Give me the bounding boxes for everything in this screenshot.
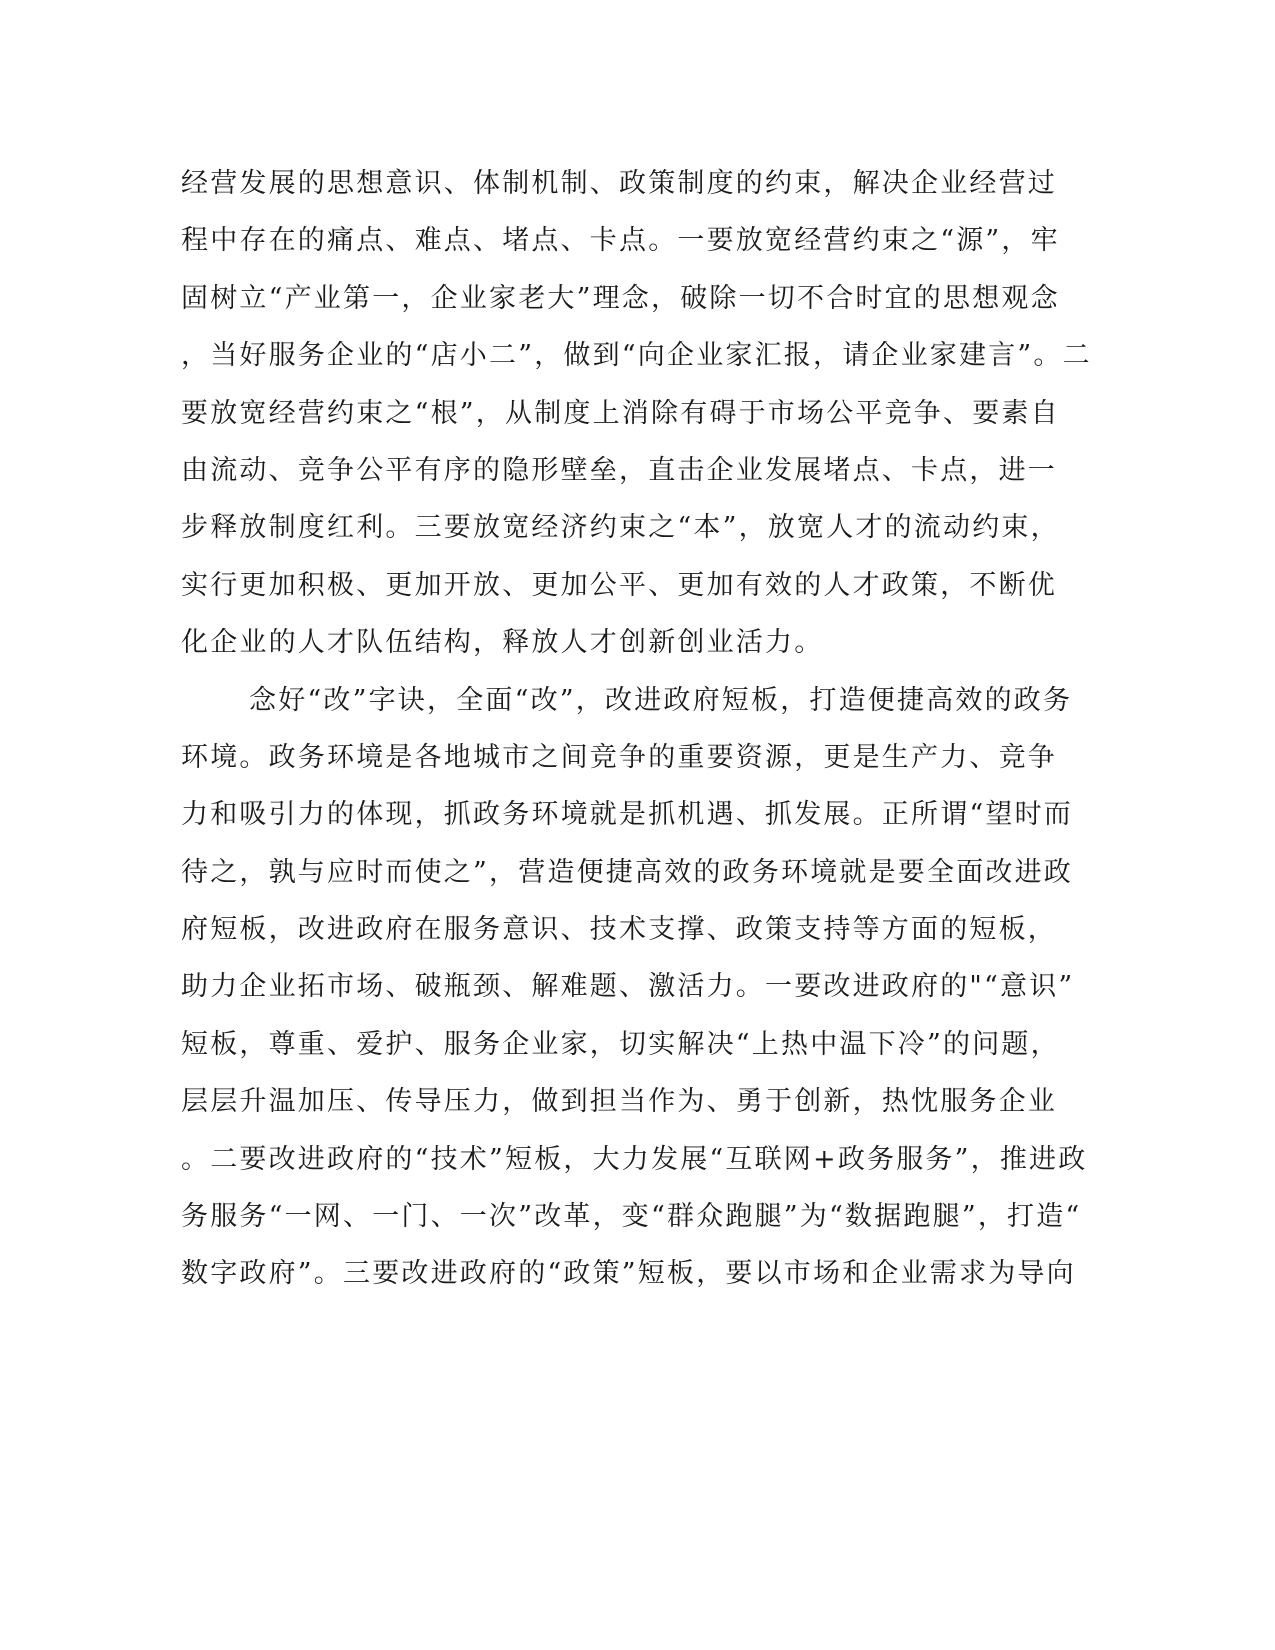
text-line: 程中存在的痛点、难点、堵点、卡点。一要放宽经营约束之“源”，牢 — [181, 225, 1060, 257]
text-line: 数字政府”。三要改进政府的“政策”短板，要以市场和企业需求为导向 — [181, 1258, 1076, 1290]
text-line: 实行更加积极、更加开放、更加公平、更加有效的人才政策，不断优 — [181, 569, 1057, 601]
text-line: 经营发展的思想意识、体制机制、政策制度的约束，解决企业经营过 — [181, 168, 1057, 199]
text-line: 固树立“产业第一，企业家老大”理念，破除一切不合时宜的思想观念 — [181, 282, 1060, 314]
text-line: 府短板，改进政府在服务意识、技术支撑、政策支持等方面的短板， — [181, 914, 1057, 946]
text-line: 化企业的人才队伍结构，释放人才创新创业活力。 — [181, 627, 824, 659]
text-line: 步释放制度红利。三要放宽经济约束之“本”，放宽人才的流动约束， — [181, 512, 1060, 544]
text-line: 短板，尊重、爱护、服务企业家，切实解决“上热中温下冷”的问题， — [181, 1028, 1060, 1060]
text-line: 层层升温加压、传导压力，做到担当作为、勇于创新，热忱服务企业 — [181, 1086, 1057, 1118]
text-line: ，当好服务企业的“店小二”，做到“向企业家汇报，请企业家建言”。二 — [181, 340, 1092, 372]
text-line: 助力企业拓市场、破瓶颈、解难题、激活力。一要改进政府的"“意识” — [181, 971, 1075, 1003]
text-line: 由流动、竞争公平有序的隐形壁垒，直击企业发展堵点、卡点，进一 — [181, 454, 1057, 486]
text-line: 务服务“一网、一门、一次”改革，变“群众跑腿”为“数据跑腿”，打造“ — [181, 1201, 1082, 1233]
paragraph-first-line: 念好“改”字诀，全面“改”，改进政府短板，打造便捷高效的政务 — [249, 684, 1073, 716]
text-line: 要放宽经营约束之“根”，从制度上消除有碍于市场公平竞争、要素自 — [181, 397, 1060, 429]
body-text — [181, 155, 1092, 1303]
text-line: 待之，孰与应时而使之”，营造便捷高效的政务环境就是要全面改进政 — [181, 856, 1074, 888]
text-line: 力和吸引力的体现，抓政务环境就是抓机遇、抓发展。正所谓“望时而 — [181, 799, 1074, 831]
text-line: 环境。政务环境是各地城市之间竞争的重要资源，更是生产力、竞争 — [181, 741, 1057, 773]
text-line: 。二要改进政府的“技术”短板，大力发展“互联网+政务服务”，推进政 — [181, 1143, 1088, 1175]
